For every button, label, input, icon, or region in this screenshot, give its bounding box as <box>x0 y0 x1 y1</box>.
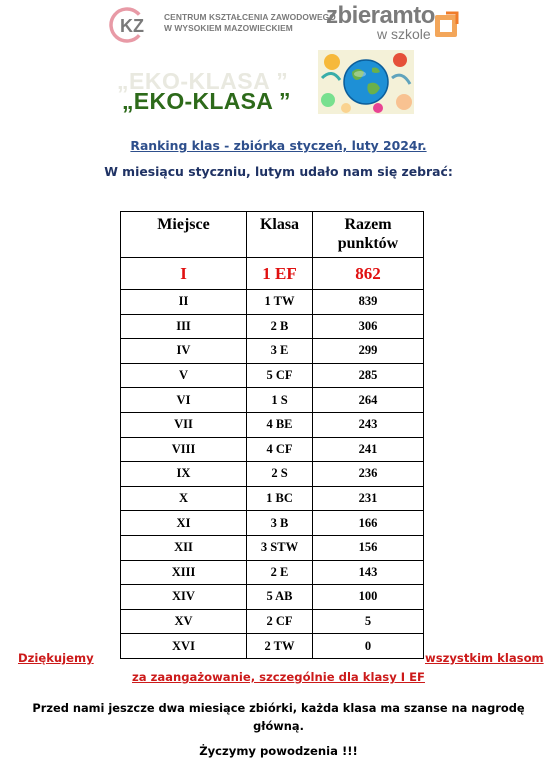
header-razem-punktow: Razem punktów <box>313 212 424 258</box>
thanks-text-line2: za zaangażowanie, szczególnie dla klasy I EF <box>132 670 425 684</box>
kz-line-2: W WYSOKIEM MAZOWIECKIEM <box>164 23 293 33</box>
class-cell: 2 B <box>247 314 313 339</box>
info-paragraph: Przed nami jeszcze dwa miesiące zbiórki, każda klasa ma szanse na nagrodę główną. <box>32 701 525 733</box>
class-cell: 4 BE <box>247 412 313 437</box>
class-cell: 2 CF <box>247 609 313 634</box>
points-cell: 5 <box>313 609 424 634</box>
place-cell: IV <box>121 339 247 364</box>
table-row <box>121 560 424 585</box>
ranking-table <box>120 211 424 659</box>
points-cell: 243 <box>313 412 424 437</box>
place-cell: V <box>121 363 247 388</box>
thanks-text-left: Dziękujemy <box>18 651 94 665</box>
class-cell: 1 EF <box>247 258 313 290</box>
points-cell: 231 <box>313 486 424 511</box>
place-cell: VII <box>121 412 247 437</box>
class-cell: 3 STW <box>247 535 313 560</box>
place-cell: XIII <box>121 560 247 585</box>
points-cell: 306 <box>313 314 424 339</box>
points-cell: 100 <box>313 585 424 610</box>
table-row <box>121 535 424 560</box>
points-cell: 236 <box>313 462 424 487</box>
kz-line-1: CENTRUM KSZTAŁCENIA ZAWODOWEGO <box>164 12 336 22</box>
points-cell: 299 <box>313 339 424 364</box>
table-row <box>121 290 424 315</box>
class-cell: 2 E <box>247 560 313 585</box>
recycle-box-icon <box>432 10 462 40</box>
table-row <box>121 609 424 634</box>
place-cell: XII <box>121 535 247 560</box>
points-cell: 241 <box>313 437 424 462</box>
table-header-row <box>121 212 424 258</box>
class-cell: 5 AB <box>247 585 313 610</box>
header-miejsce: Miejsce <box>121 212 247 258</box>
table-row <box>121 388 424 413</box>
class-cell: 3 B <box>247 511 313 536</box>
class-cell: 3 E <box>247 339 313 364</box>
kz-logo-letters: KZ <box>120 16 144 36</box>
table-row <box>121 363 424 388</box>
points-cell: 143 <box>313 560 424 585</box>
table-row <box>121 585 424 610</box>
kz-institution-name <box>164 12 336 34</box>
class-cell: 1 BC <box>247 486 313 511</box>
eko-klasa-title-shadow: „EKO-KLASA ” <box>117 68 289 94</box>
good-luck-text: Życzymy powodzenia !!! <box>199 744 358 758</box>
points-cell: 264 <box>313 388 424 413</box>
place-cell: XIV <box>121 585 247 610</box>
place-cell: II <box>121 290 247 315</box>
thanks-text-right: wszystkim klasom <box>425 651 544 665</box>
table-row-first-place <box>121 258 424 290</box>
table-row <box>121 511 424 536</box>
points-cell: 166 <box>313 511 424 536</box>
zbieramto-subtitle: w szkole <box>377 26 431 42</box>
table-row <box>121 314 424 339</box>
class-cell: 1 S <box>247 388 313 413</box>
place-cell: I <box>121 258 247 290</box>
ranking-subheading: W miesiącu styczniu, lutym udało nam się zebrać: <box>104 164 453 179</box>
place-cell: IX <box>121 462 247 487</box>
place-cell: VI <box>121 388 247 413</box>
place-cell: XI <box>121 511 247 536</box>
place-cell: XV <box>121 609 247 634</box>
place-cell: X <box>121 486 247 511</box>
eko-klasa-title: „EKO-KLASA ” <box>122 88 291 114</box>
points-cell: 839 <box>313 290 424 315</box>
class-cell: 5 CF <box>247 363 313 388</box>
points-cell: 0 <box>313 634 424 659</box>
class-cell: 1 TW <box>247 290 313 315</box>
class-cell: 2 S <box>247 462 313 487</box>
table-row <box>121 437 424 462</box>
globe-illustration <box>318 50 414 114</box>
kz-logo <box>108 6 156 44</box>
header-klasa: Klasa <box>247 212 313 258</box>
points-cell: 156 <box>313 535 424 560</box>
table-row <box>121 412 424 437</box>
table-row <box>121 339 424 364</box>
points-cell: 862 <box>313 258 424 290</box>
points-cell: 285 <box>313 363 424 388</box>
table-row <box>121 634 424 659</box>
table-row <box>121 462 424 487</box>
place-cell: VIII <box>121 437 247 462</box>
class-cell: 2 TW <box>247 634 313 659</box>
table-row <box>121 486 424 511</box>
ranking-heading: Ranking klas - zbiórka styczeń, luty 2024r. <box>130 138 427 153</box>
class-cell: 4 CF <box>247 437 313 462</box>
zbieramto-logo: zbieramto <box>326 2 435 29</box>
place-cell: III <box>121 314 247 339</box>
place-cell: XVI <box>121 634 247 659</box>
